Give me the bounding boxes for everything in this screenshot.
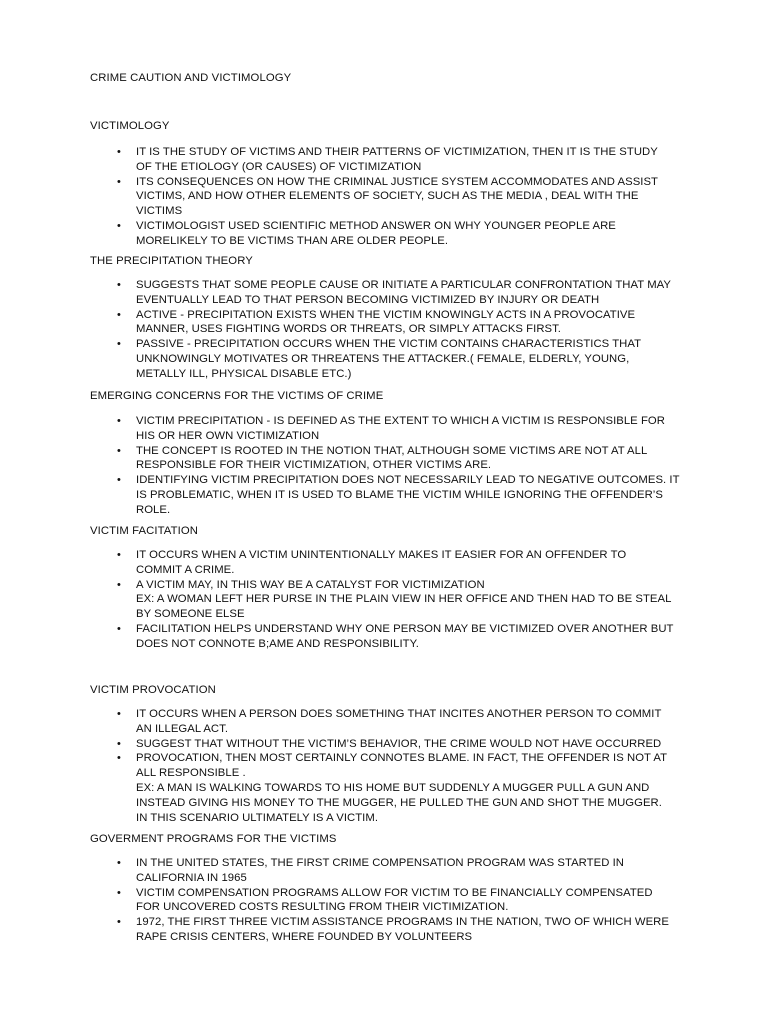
section-government-programs [90, 832, 690, 945]
list-item [90, 737, 690, 752]
bullet-icon: • [117, 308, 121, 321]
section-heading: EMERGING CONCERNS FOR THE VICTIMS OF CRIME [90, 390, 384, 402]
bullet-text: IT OCCURS WHEN A PERSON DOES SOMETHING THAT INCITES ANOTHER PERSON TO COMMIT AN ILLEGAL ACT. [136, 708, 662, 735]
list-item [90, 278, 690, 308]
bullet-text: ACTIVE - PRECIPITATION EXISTS WHEN THE VICTIM KNOWINGLY ACTS IN A PROVOCATIVE MANNER, USES FIGHTING WORDS OR THREATS, OR SIMPLY ATTACKS FIRST. [136, 308, 636, 336]
list-item [90, 622, 690, 652]
list-item [90, 175, 690, 219]
bullet-icon: • [117, 578, 121, 591]
bullet-icon: • [117, 338, 121, 351]
list-item [90, 145, 690, 175]
bullet-list [90, 707, 690, 825]
bullet-text: IDENTIFYING VICTIM PRECIPITATION DOES NOT NECESSARILY LEAD TO NEGATIVE OUTCOMES. IT IS PROBLEMATIC, WHEN IT IS USED TO BLAME THE VICTIM WHILE IGNORING THE OFFENDER’S ROLE. [136, 474, 680, 516]
section-victimology [90, 119, 690, 249]
bullet-text: 1972, THE FIRST THREE VICTIM ASSISTANCE PROGRAMS IN THE NATION, TWO OF WHICH WERE RAPE CRISIS CENTERS, WHERE FOUNDED BY VOLUNTEERS [136, 916, 669, 943]
section-heading: GOVERMENT PROGRAMS FOR THE VICTIMS [90, 833, 337, 845]
bullet-icon: • [117, 622, 121, 635]
document-title: CRIME CAUTION AND VICTIMOLOGY [90, 72, 292, 84]
bullet-text: THE CONCEPT IS ROOTED IN THE NOTION THAT, ALTHOUGH SOME VICTIMS ARE NOT AT ALL RESPONSIBLE FOR THEIR VICTIMIZATION, OTHER VICTIMS ARE. [136, 444, 648, 472]
bullet-icon: • [117, 175, 121, 188]
list-item [90, 548, 690, 578]
bullet-icon: • [117, 474, 121, 487]
list-item [90, 219, 690, 249]
bullet-icon: • [117, 415, 121, 427]
list-item [90, 886, 690, 916]
bullet-list [90, 145, 690, 249]
bullet-icon: • [117, 219, 121, 232]
bullet-text: A VICTIM MAY, IN THIS WAY BE A CATALYST FOR VICTIMIZATION EX: A WOMAN LEFT HER PURSE IN THE PLAIN VIEW IN HER OFFICE AND THEN HAD TO BE STEAL BY SOMEONE ELSE [136, 578, 672, 621]
bullet-icon: • [117, 549, 121, 561]
bullet-icon: • [117, 444, 121, 457]
bullet-text: IN THE UNITED STATES, THE FIRST CRIME COMPENSATION PROGRAM WAS STARTED IN CALIFORNIA IN 1965 [136, 857, 624, 884]
section-heading: THE PRECIPITATION THEORY [90, 255, 253, 267]
bullet-text: IT IS THE STUDY OF VICTIMS AND THEIR PATTERNS OF VICTIMIZATION, THEN IT IS THE STUDY OF THE ETIOLOGY (OR CAUSES) OF VICTIMIZATION [136, 146, 658, 173]
bullet-icon: • [117, 708, 121, 720]
bullet-text: PASSIVE - PRECIPITATION OCCURS WHEN THE VICTIM CONTAINS CHARACTERISTICS THAT UNKNOWINGLY MOTIVATES OR THREATENS THE ATTACKER.( FEMALE, ELDERLY, YOUNG, METALLY ILL, PHYSICAL DISABLE ETC.) [136, 338, 642, 380]
section-heading: VICTIM PROVOCATION [90, 684, 216, 696]
list-item [90, 473, 690, 517]
bullet-icon: • [117, 857, 121, 869]
bullet-icon: • [117, 146, 121, 158]
section-victim-provocation [90, 683, 690, 825]
bullet-text: IT OCCURS WHEN A VICTIM UNINTENTIONALLY MAKES IT EASIER FOR AN OFFENDER TO COMMIT A CRIME. [136, 549, 627, 576]
list-item [90, 578, 690, 622]
section-emerging-concerns [90, 389, 690, 518]
bullet-text: PROVOCATION, THEN MOST CERTAINLY CONNOTES BLAME. IN FACT, THE OFFENDER IS NOT AT ALL RESPONSIBLE . EX: A MAN IS WALKING TOWARDS TO HIS HOME BUT SUDDENLY A MUGGER PULL A GUN AND INSTEAD GIVING HIS MONEY TO THE MUGGER, HE PULLED THE GUN AND SHOT THE MUGGER. IN THIS SCENARIO ULTIMATELY IS A VICTIM. [136, 752, 668, 824]
list-item [90, 707, 690, 737]
list-item [90, 414, 690, 444]
bullet-icon: • [117, 916, 121, 929]
bullet-list [90, 856, 690, 945]
list-item [90, 308, 690, 338]
bullet-icon: • [117, 886, 121, 899]
bullet-list [90, 414, 690, 518]
bullet-text: ITS CONSEQUENCES ON HOW THE CRIMINAL JUSTICE SYSTEM ACCOMMODATES AND ASSIST VICTIMS, AND HOW OTHER ELEMENTS OF SOCIETY, SUCH AS THE MEDIA , DEAL WITH THE VICTIMS [136, 175, 659, 218]
list-item [90, 444, 690, 474]
bullet-text: SUGGEST THAT WITHOUT THE VICTIM’S BEHAVIOR, THE CRIME WOULD NOT HAVE OCCURRED [136, 737, 662, 750]
section-heading: VICTIM FACITATION [90, 525, 198, 537]
list-item [90, 915, 690, 945]
bullet-icon: • [117, 279, 121, 291]
list-item [90, 856, 690, 886]
list-item [90, 751, 690, 825]
bullet-text: FACILITATION HELPS UNDERSTAND WHY ONE PERSON MAY BE VICTIMIZED OVER ANOTHER BUT DOES NOT CONNOTE B;AME AND RESPONSIBILITY. [136, 622, 674, 650]
bullet-list [90, 548, 690, 652]
list-item [90, 337, 690, 381]
bullet-icon: • [117, 737, 121, 750]
section-victim-facilitation [90, 524, 690, 652]
bullet-text: VICTIMOLOGIST USED SCIENTIFIC METHOD ANSWER ON WHY YOUNGER PEOPLE ARE MORELIKELY TO BE VICTIMS THAN ARE OLDER PEOPLE. [136, 219, 616, 247]
bullet-text: VICTIM PRECIPITATION - IS DEFINED AS THE EXTENT TO WHICH A VICTIM IS RESPONSIBLE FOR HIS OR HER OWN VICTIMIZATION [136, 415, 665, 442]
bullet-list [90, 278, 690, 382]
bullet-text: SUGGESTS THAT SOME PEOPLE CAUSE OR INITIATE A PARTICULAR CONFRONTATION THAT MAY EVENTUALLY LEAD TO THAT PERSON BECOMING VICTIMIZED BY INJURY OR DEATH [136, 279, 671, 306]
section-precipitation-theory [90, 254, 690, 382]
section-heading: VICTIMOLOGY [90, 120, 170, 132]
bullet-icon: • [117, 752, 121, 765]
bullet-text: VICTIM COMPENSATION PROGRAMS ALLOW FOR VICTIM TO BE FINANCIALLY COMPENSATED FOR UNCOVERED COSTS RESULTING FROM THEIR VICTIMIZATION. [136, 886, 653, 914]
